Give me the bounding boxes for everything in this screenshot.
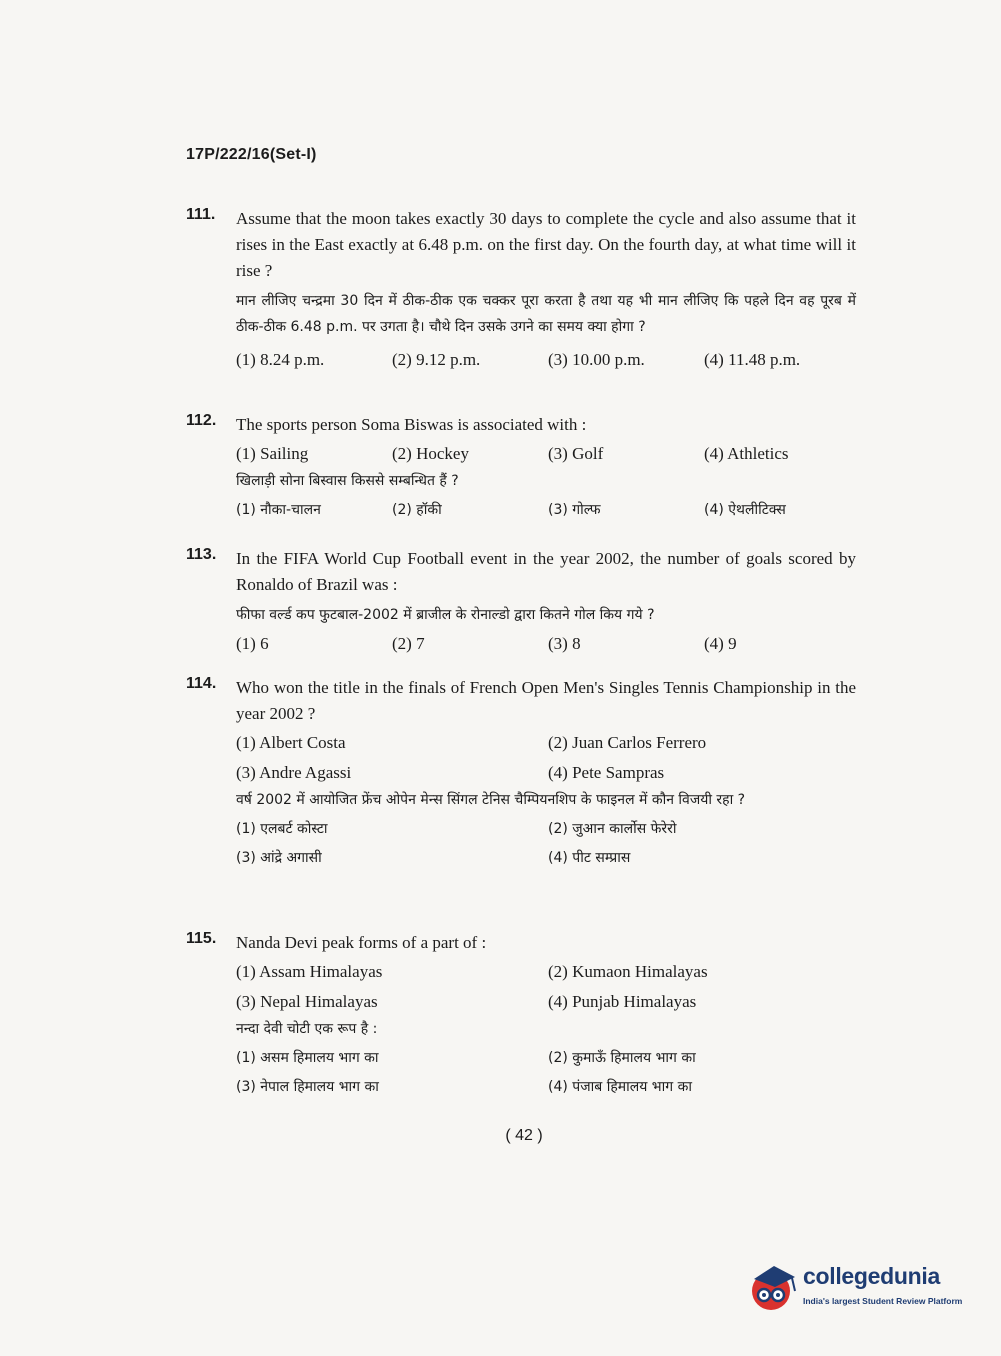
options-row: [236, 350, 856, 370]
page-number: ( 42 ): [505, 1127, 543, 1144]
question-112: [186, 412, 856, 519]
option-2: (2) जुआन कार्लोस फेरेरो: [548, 821, 677, 837]
option-1: (1) नौका-चालन: [236, 502, 321, 518]
mascot-icon: [745, 1257, 801, 1313]
question-111: [186, 206, 856, 370]
question-text-hindi: नन्दा देवी चोटी एक रूप है :: [236, 1021, 378, 1037]
option-4: (4) पंजाब हिमालय भाग का: [548, 1079, 692, 1095]
option-1: (1) 8.24 p.m.: [236, 350, 325, 369]
option-3: (3) Andre Agassi: [236, 763, 352, 782]
options-row-hindi: [236, 500, 856, 519]
question-114: [186, 675, 856, 867]
collegedunia-logo: [745, 1255, 970, 1317]
option-4: (4) Athletics: [704, 444, 789, 463]
option-3: (3) Nepal Himalayas: [236, 992, 378, 1011]
option-1: (1) असम हिमालय भाग का: [236, 1050, 379, 1066]
question-number: 113.: [186, 546, 217, 563]
options-grid-hindi: [236, 1048, 856, 1096]
options-grid-hindi: [236, 819, 856, 867]
option-2: (2) 7: [392, 634, 425, 653]
logo-tagline: India's largest Student Review Platform: [803, 1296, 963, 1306]
question-text-english: In the FIFA World Cup Football event in the year 2002, the number of goals scored by Ronaldo of Brazil was :: [236, 549, 856, 594]
option-3: (3) 10.00 p.m.: [548, 350, 645, 369]
option-1: (1) Albert Costa: [236, 733, 346, 752]
option-3: (3) 8: [548, 634, 581, 653]
question-text-english: Nanda Devi peak forms of a part of :: [236, 933, 487, 952]
question-113: [186, 546, 856, 654]
question-115: [186, 930, 856, 1096]
option-2: (2) हॉकी: [392, 502, 442, 518]
option-2: (2) 9.12 p.m.: [392, 350, 481, 369]
question-number: 115.: [186, 930, 217, 947]
option-4: (4) ऐथलीटिक्स: [704, 502, 786, 518]
question-text-english: The sports person Soma Biswas is associated with :: [236, 415, 587, 434]
options-grid-english: [236, 733, 856, 783]
option-1: (1) एलबर्ट कोस्टा: [236, 821, 328, 837]
question-text-hindi: फीफा वर्ल्ड कप फुटबाल-2002 में ब्राजील के रोनाल्डो द्वारा कितने गोल किय गये ?: [236, 607, 655, 623]
question-text-hindi: मान लीजिए चन्द्रमा 30 दिन में ठीक-ठीक एक चक्कर पूरा करता है तथा यह भी मान लीजिए कि पहले दिन वह पूरब में ठीक-ठीक 6.48 p.m. पर उगता है। चौथे दिन उसके उगने का समय क्या होगा ?: [236, 293, 856, 335]
option-4: (4) पीट सम्प्रास: [548, 850, 631, 866]
option-1: (1) 6: [236, 634, 269, 653]
option-3: (3) नेपाल हिमालय भाग का: [236, 1079, 379, 1095]
question-text-hindi: खिलाड़ी सोना बिस्वास किससे सम्बन्धित हैं ?: [236, 473, 459, 489]
option-4: (4) 11.48 p.m.: [704, 350, 801, 369]
option-3: (3) आंद्रे अगासी: [236, 850, 322, 866]
option-4: (4) Pete Sampras: [548, 763, 665, 782]
option-2: (2) Hockey: [392, 444, 469, 463]
question-text-hindi: वर्ष 2002 में आयोजित फ्रेंच ओपेन मेन्स सिंगल टेनिस चैम्पियनशिप के फाइनल में कौन विजयी रहा ?: [236, 792, 746, 808]
paper-code: 17P/222/16(Set-I): [186, 146, 317, 163]
question-text-english: Assume that the moon takes exactly 30 days to complete the cycle and also assume that it rises in the East exactly at 6.48 p.m. on the first day. On the fourth day, at what time will it rise ?: [236, 209, 856, 280]
option-2: (2) Juan Carlos Ferrero: [548, 733, 707, 752]
options-row: [236, 634, 856, 654]
question-text-english: Who won the title in the finals of French Open Men's Singles Tennis Championship in the year 2002 ?: [236, 678, 856, 723]
option-1: (1) Sailing: [236, 444, 309, 463]
option-3: (3) Golf: [548, 444, 604, 463]
option-3: (3) गोल्फ: [548, 502, 601, 518]
question-number: 112.: [186, 412, 217, 429]
option-2: (2) Kumaon Himalayas: [548, 962, 708, 981]
option-2: (2) कुमाऊँ हिमालय भाग का: [548, 1050, 696, 1066]
option-1: (1) Assam Himalayas: [236, 962, 383, 981]
option-4: (4) Punjab Himalayas: [548, 992, 697, 1011]
question-number: 114.: [186, 675, 217, 692]
options-row-english: [236, 444, 856, 464]
question-number: 111.: [186, 206, 216, 223]
option-4: (4) 9: [704, 634, 737, 653]
logo-wordmark: collegedunia: [803, 1263, 940, 1289]
options-grid-english: [236, 962, 856, 1012]
